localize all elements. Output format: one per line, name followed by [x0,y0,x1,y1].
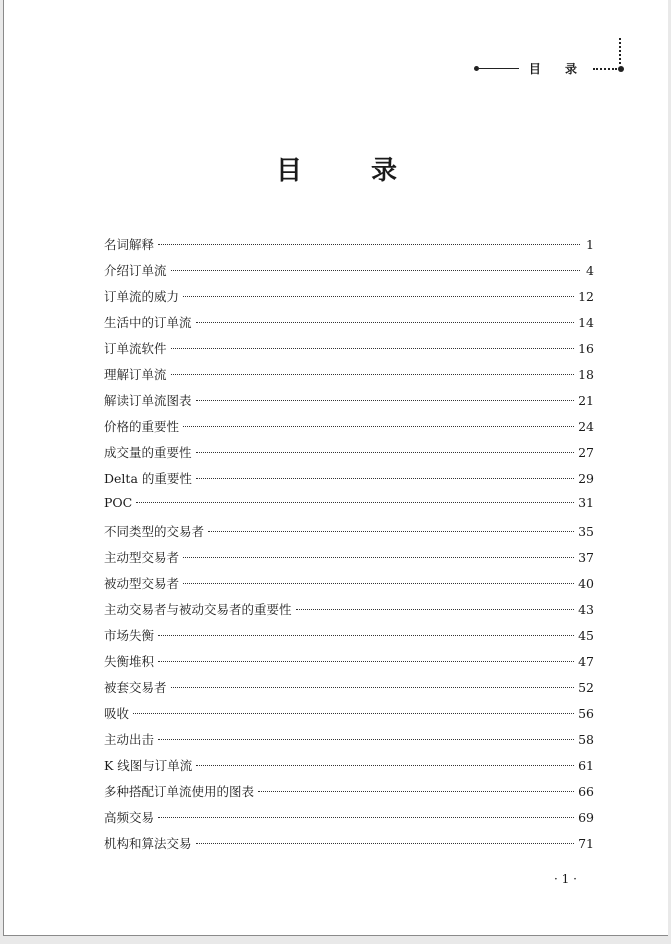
toc-entry[interactable] [104,339,594,365]
toc-leader-dots [133,713,574,714]
toc-leader-dots [196,478,574,479]
header-rule [479,68,519,69]
toc-entry-page: 37 [578,549,594,565]
toc-leader-dots [136,502,574,503]
toc-entry[interactable] [104,704,594,730]
toc-entry-title: 吸收 [104,705,130,721]
running-header [474,60,624,77]
toc-entry[interactable] [104,626,594,652]
toc-entry-title: K 线图与订单流 [104,757,193,773]
toc-entry-page: 35 [578,523,594,539]
toc-entry[interactable] [104,730,594,756]
toc-leader-dots [158,635,574,636]
toc-entry[interactable] [104,261,594,287]
toc-leader-dots [158,244,580,245]
toc-entry-page: 21 [578,393,594,409]
toc-entry-page: 52 [578,679,594,695]
toc-leader-dots [196,400,575,401]
toc-leader-dots [183,557,574,558]
toc-entry[interactable] [104,417,594,443]
toc-entry[interactable] [104,678,594,704]
book-page [3,0,668,936]
toc-entry[interactable] [104,808,594,834]
toc-entry-title: 名词解释 [104,237,155,252]
toc-entry[interactable] [104,365,594,391]
page-number: · 1 · [554,872,577,886]
toc-entry-page: 14 [578,315,594,331]
toc-entry-title: 订单流软件 [104,341,167,357]
toc-entry-page: 18 [578,367,594,383]
toc-entry-title: 失衡堆积 [104,653,155,669]
header-end-dot-icon [618,66,624,72]
toc-entry-title: 机构和算法交易 [104,836,192,852]
toc-entry-page: 40 [578,575,594,591]
toc-entry-title: 被套交易者 [104,679,167,695]
toc-leader-dots [158,661,574,662]
toc-entry-page: 71 [578,836,594,852]
toc-entry[interactable] [104,313,594,339]
toc-entry-page: 47 [578,653,594,669]
toc-leader-dots [196,322,575,323]
toc-entry-title: 被动型交易者 [104,575,180,591]
toc-leader-dots [183,583,574,584]
toc-entry[interactable] [104,600,594,626]
toc-entry-title: 成交量的重要性 [104,445,192,461]
toc-leader-dots [171,687,575,688]
toc-leader-dots [183,426,574,427]
toc-leader-dots [208,531,574,532]
toc-entry-title: 高频交易 [104,810,155,826]
toc-entry[interactable] [104,782,594,808]
toc-leader-dots [196,452,575,453]
toc-entry-title: 主动出击 [104,731,155,747]
toc-leader-dots [171,348,575,349]
toc-entry[interactable] [104,522,594,548]
toc-entry[interactable] [104,548,594,574]
header-dotted-line [593,68,617,70]
toc-entry[interactable] [104,574,594,600]
toc-entry-page: 69 [578,810,594,826]
toc-entry-page: 27 [578,445,594,461]
toc-leader-dots [158,817,574,818]
page-title: 目 录 [275,156,428,186]
toc-entry-title: 订单流的威力 [104,289,180,305]
toc-entry-page: 4 [586,263,594,279]
toc-entry-title: 主动交易者与被动交易者的重要性 [104,601,292,617]
toc-entry-page: 16 [578,341,594,357]
toc-entry-page: 43 [578,601,594,617]
toc-entry-page: 66 [578,783,594,799]
toc-leader-dots [196,843,575,844]
toc-entry[interactable] [104,443,594,469]
toc-entry-page: 1 [586,237,594,252]
toc-entry[interactable] [104,391,594,417]
toc-entry-title: POC [104,495,133,511]
toc-entry-title: 市场失衡 [104,627,155,643]
toc-entry[interactable] [104,235,594,261]
toc-entry-title: Delta 的重要性 [104,471,192,487]
toc-entry-title: 不同类型的交易者 [104,523,205,539]
toc-leader-dots [171,270,580,271]
toc-entry-page: 29 [578,471,594,487]
toc-entry-title: 主动型交易者 [104,549,180,565]
toc-entry-title: 介绍订单流 [104,263,167,279]
toc-leader-dots [171,374,575,375]
toc-entry-page: 56 [578,705,594,721]
toc-entry-title: 多种搭配订单流使用的图表 [104,783,255,799]
toc-entry-title: 价格的重要性 [104,419,180,435]
toc-entry-title: 解读订单流图表 [104,393,192,409]
toc-entry[interactable] [104,495,594,521]
toc-entry-page: 24 [578,419,594,435]
header-label: 目 录 [528,62,587,76]
toc-entry-page: 61 [578,757,594,773]
toc-entry-page: 45 [578,627,594,643]
toc-leader-dots [158,739,574,740]
toc-entry-page: 12 [578,289,594,305]
toc-entry[interactable] [104,756,594,782]
toc-leader-dots [258,791,574,792]
toc-entry[interactable] [104,469,594,495]
toc-entry[interactable] [104,652,594,678]
toc-entry-title: 理解订单流 [104,367,167,383]
toc-leader-dots [296,609,575,610]
toc-leader-dots [183,296,574,297]
toc-entry-page: 58 [578,731,594,747]
toc-entry[interactable] [104,834,594,860]
toc-entry-page: 31 [578,495,594,511]
toc-entry-title: 生活中的订单流 [104,315,192,331]
table-of-contents [104,235,594,860]
toc-leader-dots [196,765,574,766]
toc-entry[interactable] [104,287,594,313]
